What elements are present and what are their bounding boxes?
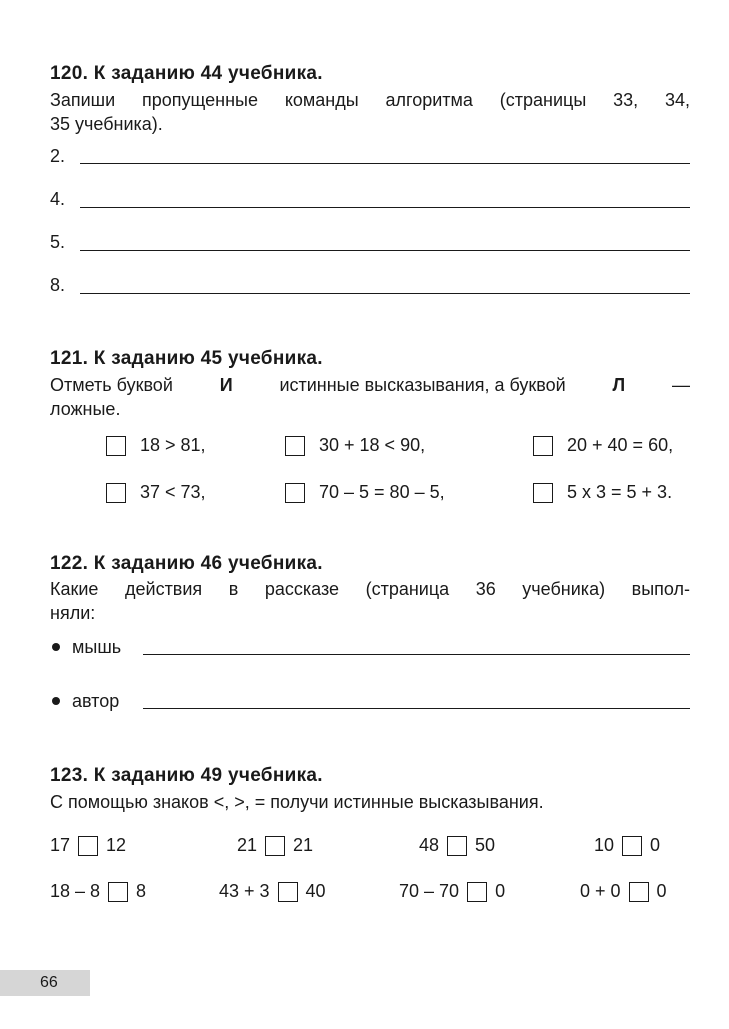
right-value: 40	[305, 881, 326, 901]
statement-4	[106, 482, 206, 503]
answer-label-2: 2.	[50, 146, 66, 166]
statement-text: 70 – 5 = 80 – 5,	[319, 482, 445, 502]
sign-box[interactable]	[108, 882, 128, 902]
statement-2	[285, 435, 425, 456]
statement-text: 20 + 40 = 60,	[567, 435, 674, 455]
task-121-text-line1	[50, 373, 690, 397]
left-value: 18 – 8	[50, 881, 101, 901]
text-part: Отметь буквой	[50, 375, 173, 395]
bullet-icon	[52, 697, 60, 705]
answer-line-author[interactable]	[143, 708, 690, 709]
letter-i: И	[219, 375, 233, 395]
statement-6	[533, 482, 672, 503]
left-value: 17	[50, 835, 71, 855]
left-value: 43 + 3	[219, 881, 270, 901]
answer-line-mouse[interactable]	[143, 654, 690, 655]
task-123-text: С помощью знаков <, >, = получи истинные высказывания.	[50, 792, 544, 812]
checkbox[interactable]	[285, 436, 305, 456]
comparison-2	[237, 835, 313, 856]
statement-text: 37 < 73,	[140, 482, 206, 502]
page-number: 66	[0, 970, 90, 996]
task-120-title: 120. К заданию 44 учебника.	[50, 63, 323, 84]
comparison-5	[50, 881, 146, 902]
dash: —	[672, 375, 690, 395]
left-value: 21	[237, 835, 258, 855]
left-value: 10	[594, 835, 615, 855]
answer-label-author: автор	[72, 691, 120, 711]
sign-box[interactable]	[265, 836, 285, 856]
sign-box[interactable]	[467, 882, 487, 902]
letter-l: Л	[612, 375, 626, 395]
left-value: 0 + 0	[580, 881, 621, 901]
left-value: 48	[419, 835, 440, 855]
comparison-4	[594, 835, 660, 856]
checkbox[interactable]	[533, 483, 553, 503]
task-123-title: 123. К заданию 49 учебника.	[50, 765, 323, 786]
statement-1	[106, 435, 206, 456]
statement-text: 18 > 81,	[140, 435, 206, 455]
task-120-text-line1: Запиши пропущенные команды алгоритма (страницы 33, 34,	[50, 90, 690, 110]
checkbox[interactable]	[285, 483, 305, 503]
answer-line-4[interactable]	[80, 207, 690, 208]
task-120-text-line2: 35 учебника).	[50, 114, 163, 134]
statement-5	[285, 482, 445, 503]
task-121-text-line2: ложные.	[50, 399, 121, 419]
comparison-1	[50, 835, 126, 856]
statement-text: 5 x 3 = 5 + 3.	[567, 482, 673, 502]
left-value: 70 – 70	[399, 881, 460, 901]
sign-box[interactable]	[447, 836, 467, 856]
right-value: 0	[656, 881, 667, 901]
checkbox[interactable]	[533, 436, 553, 456]
comparison-8	[580, 881, 667, 902]
answer-line-5[interactable]	[80, 250, 690, 251]
sign-box[interactable]	[278, 882, 298, 902]
statement-text: 30 + 18 < 90,	[319, 435, 426, 455]
right-value: 8	[136, 881, 147, 901]
task-121-title: 121. К заданию 45 учебника.	[50, 348, 323, 369]
bullet-icon	[52, 643, 60, 651]
task-122-text-line1: Какие действия в рассказе (страница 36 учебника) выпол-	[50, 579, 690, 599]
right-value: 50	[475, 835, 496, 855]
answer-label-mouse: мышь	[72, 637, 122, 657]
answer-label-8: 8.	[50, 275, 66, 295]
comparison-6	[219, 881, 326, 902]
right-value: 0	[495, 881, 506, 901]
right-value: 12	[106, 835, 127, 855]
answer-line-8[interactable]	[80, 293, 690, 294]
task-122-title: 122. К заданию 46 учебника.	[50, 553, 323, 574]
comparison-7	[399, 881, 505, 902]
sign-box[interactable]	[629, 882, 649, 902]
sign-box[interactable]	[622, 836, 642, 856]
right-value: 21	[293, 835, 314, 855]
text-part: истинные высказывания, а буквой	[279, 375, 566, 395]
answer-label-4: 4.	[50, 189, 66, 209]
answer-line-2[interactable]	[80, 163, 690, 164]
sign-box[interactable]	[78, 836, 98, 856]
statement-3	[533, 435, 673, 456]
checkbox[interactable]	[106, 483, 126, 503]
checkbox[interactable]	[106, 436, 126, 456]
comparison-3	[419, 835, 495, 856]
task-122-text-line2: няли:	[50, 603, 96, 623]
right-value: 0	[650, 835, 661, 855]
answer-label-5: 5.	[50, 232, 66, 252]
